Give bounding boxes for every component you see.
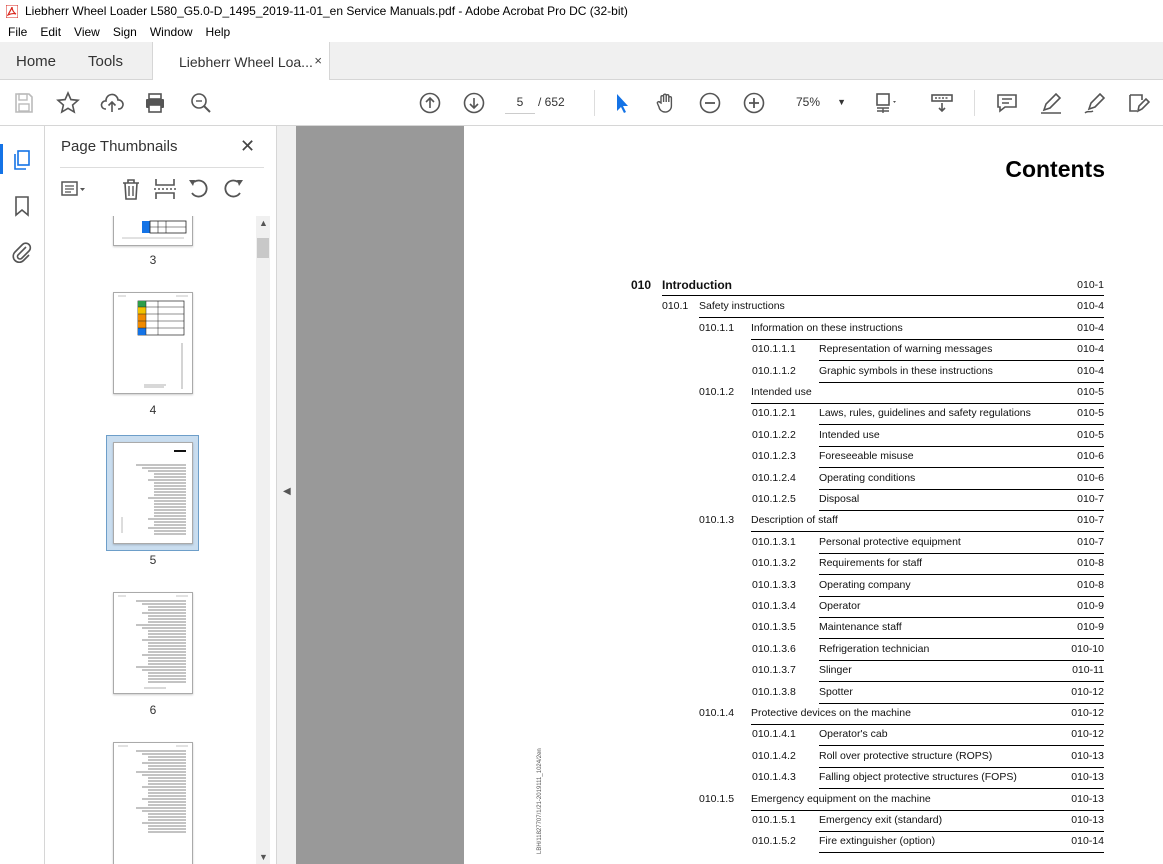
toc-number: 010.1.3.6 bbox=[752, 642, 796, 655]
toc-row[interactable] bbox=[464, 276, 1104, 297]
tab-close-icon[interactable]: × bbox=[314, 53, 322, 68]
toc-page-number: 010-5 bbox=[1077, 386, 1104, 398]
cloud-upload-icon[interactable] bbox=[100, 91, 124, 115]
toc-row[interactable] bbox=[464, 426, 1104, 447]
page-number-input[interactable]: 5 bbox=[505, 90, 535, 114]
fill-sign-icon[interactable] bbox=[1126, 91, 1150, 115]
toc-title: Operating company bbox=[819, 579, 1104, 597]
toc-row[interactable] bbox=[464, 576, 1104, 597]
toc-title: Falling object protective structures (FOPS) bbox=[819, 771, 1104, 789]
zoom-level-value: 75% bbox=[796, 95, 821, 109]
tab-home[interactable]: Home bbox=[16, 52, 57, 70]
toc-page-number: 010-13 bbox=[1071, 792, 1104, 805]
toc-row[interactable] bbox=[464, 490, 1104, 511]
menu-window[interactable]: Window bbox=[149, 25, 193, 39]
toc-number: 010.1.2.5 bbox=[752, 493, 796, 505]
toc-title: Description of staff bbox=[751, 514, 1104, 532]
toc-title: Maintenance staff bbox=[819, 621, 1104, 639]
toc-page-number: 010-12 bbox=[1071, 728, 1104, 741]
thumbnails-panel bbox=[46, 126, 276, 864]
toc-row[interactable] bbox=[464, 640, 1104, 661]
toc-page-number: 010-12 bbox=[1071, 707, 1104, 719]
toc-page-number: 010-5 bbox=[1077, 428, 1104, 441]
toc-title: Slinger bbox=[819, 664, 1104, 682]
insert-pages-icon[interactable] bbox=[152, 176, 178, 202]
toolbar-separator bbox=[974, 90, 975, 116]
main-toolbar bbox=[0, 80, 1163, 126]
toc-page-number: 010-7 bbox=[1077, 493, 1104, 505]
window-title: Liebherr Wheel Loader L580_G5.0-D_1495_2019-11-01_en Service Manuals.pdf - Adobe Acrobat Pro DC (32-bit) bbox=[25, 4, 628, 18]
toc-number: 010.1.3 bbox=[699, 514, 735, 527]
comment-icon[interactable] bbox=[995, 91, 1019, 115]
toc-title: Intended use bbox=[751, 386, 1104, 404]
toc-page-number: 010-4 bbox=[1077, 300, 1104, 313]
thumbnail-page-7[interactable] bbox=[113, 742, 193, 864]
toc-number: 010.1.5 bbox=[699, 792, 735, 805]
toc-row[interactable] bbox=[464, 469, 1104, 490]
tab-document[interactable] bbox=[152, 42, 330, 81]
toc-number: 010.1.4.3 bbox=[752, 771, 796, 784]
tab-bar bbox=[0, 42, 1163, 80]
scroll-mode-icon[interactable] bbox=[930, 91, 954, 115]
menu-bar bbox=[0, 22, 1163, 42]
tab-tools[interactable]: Tools bbox=[88, 52, 124, 70]
toc-number: 010.1.1.2 bbox=[752, 364, 796, 377]
toc-page-number: 010-14 bbox=[1071, 835, 1104, 848]
toc-page-number: 010-11 bbox=[1072, 664, 1104, 677]
toc-row[interactable] bbox=[464, 768, 1104, 789]
toc-page-number: 010-6 bbox=[1077, 450, 1104, 463]
toc-row[interactable] bbox=[464, 554, 1104, 575]
thumbnail-preview-icon bbox=[114, 293, 192, 393]
toc-page-number: 010-13 bbox=[1071, 771, 1104, 784]
toc-number: 010.1.5.2 bbox=[752, 835, 796, 848]
toc-number: 010.1.2 bbox=[699, 386, 735, 398]
toc-title: Intended use bbox=[819, 429, 1104, 447]
toc-row[interactable] bbox=[464, 661, 1104, 682]
toc-page-number: 010-12 bbox=[1071, 685, 1104, 698]
toc-title: Laws, rules, guidelines and safety regulations bbox=[819, 407, 1104, 425]
toc-row[interactable] bbox=[464, 704, 1104, 725]
toc-number: 010.1.2.1 bbox=[752, 407, 796, 420]
tab-document-label: Liebherr Wheel Loa... bbox=[179, 53, 313, 70]
attachments-icon[interactable] bbox=[10, 240, 34, 264]
toc-title: Disposal bbox=[819, 493, 1104, 511]
thumbnail-list bbox=[60, 216, 256, 864]
delete-pages-icon[interactable] bbox=[118, 176, 144, 202]
scroll-up-icon[interactable]: ▲ bbox=[259, 218, 268, 228]
next-page-icon[interactable] bbox=[462, 91, 486, 115]
rotate-ccw-icon[interactable] bbox=[186, 176, 212, 202]
toolbar-separator bbox=[594, 90, 595, 116]
fit-page-icon[interactable] bbox=[874, 91, 898, 115]
toc-title: Refrigeration technician bbox=[819, 643, 1104, 661]
zoom-level-select[interactable] bbox=[786, 90, 850, 114]
toc-title: Roll over protective structure (ROPS) bbox=[819, 750, 1104, 768]
toc-title: Emergency equipment on the machine bbox=[751, 793, 1104, 811]
toc-number: 010.1.1 bbox=[699, 321, 735, 334]
rotate-cw-icon[interactable] bbox=[220, 176, 246, 202]
pdf-page bbox=[464, 126, 1163, 864]
toc-title: Graphic symbols in these instructions bbox=[819, 365, 1104, 383]
collapse-panel-icon[interactable]: ◀ bbox=[283, 486, 291, 497]
scroll-down-icon[interactable]: ▼ bbox=[259, 852, 268, 862]
toc-row[interactable] bbox=[464, 383, 1104, 404]
toc-page-number: 010-13 bbox=[1071, 814, 1104, 826]
thumbnail-page-5[interactable] bbox=[113, 442, 193, 544]
thumbnail-label: 5 bbox=[149, 553, 157, 567]
toc-row[interactable] bbox=[464, 725, 1104, 746]
thumbnail-preview-icon bbox=[114, 743, 192, 864]
toc-number: 010.1.4.2 bbox=[752, 749, 796, 762]
chevron-down-icon: ▼ bbox=[837, 97, 846, 107]
acrobat-logo-icon bbox=[6, 5, 18, 18]
panel-close-icon[interactable]: ✕ bbox=[240, 136, 256, 156]
draw-sign-icon[interactable] bbox=[1083, 91, 1107, 115]
toc-title: Emergency exit (standard) bbox=[819, 814, 1104, 832]
side-document-code: LBH/11827707/1/21-2019111_1024/2en bbox=[537, 748, 543, 854]
toc-row[interactable] bbox=[464, 404, 1104, 425]
thumbnail-page-4[interactable] bbox=[113, 292, 193, 394]
toc-number: 010.1.3.8 bbox=[752, 685, 796, 698]
thumbnail-label: 4 bbox=[149, 403, 157, 417]
navigation-rail bbox=[0, 126, 45, 864]
toc-row[interactable] bbox=[464, 362, 1104, 383]
bookmarks-icon[interactable] bbox=[10, 194, 34, 218]
toc-number: 010.1.3.4 bbox=[752, 600, 796, 612]
toc-row[interactable] bbox=[464, 319, 1104, 340]
toc-title: Introduction bbox=[662, 278, 1104, 296]
toc-number: 010.1.3.7 bbox=[752, 664, 796, 677]
toc-title: Safety instructions bbox=[699, 300, 1104, 318]
toc-title: Representation of warning messages bbox=[819, 343, 1104, 361]
toc-number: 010.1.3.2 bbox=[752, 557, 796, 570]
toc-number: 010.1.2.3 bbox=[752, 450, 796, 463]
zoom-search-icon[interactable] bbox=[189, 91, 213, 115]
toc-page-number: 010-8 bbox=[1077, 557, 1104, 570]
highlight-pen-icon[interactable] bbox=[1039, 91, 1063, 115]
thumbnail-page-3[interactable] bbox=[113, 216, 193, 246]
toc-page-number: 010-9 bbox=[1077, 621, 1104, 634]
thumbnail-preview-icon bbox=[114, 593, 192, 693]
previous-page-icon[interactable] bbox=[418, 91, 442, 115]
toc-row[interactable] bbox=[464, 832, 1104, 853]
toc-number: 010.1 bbox=[662, 300, 689, 313]
thumbnail-page-6[interactable] bbox=[113, 592, 193, 694]
save-icon[interactable] bbox=[12, 91, 36, 115]
document-viewer[interactable] bbox=[296, 126, 1163, 864]
toc-page-number: 010-7 bbox=[1077, 514, 1104, 527]
toc-page-number: 010-7 bbox=[1077, 535, 1104, 548]
toc-page-number: 010-9 bbox=[1077, 600, 1104, 612]
toc-title: Fire extinguisher (option) bbox=[819, 835, 1104, 853]
toc-row[interactable] bbox=[464, 811, 1104, 832]
toc-row[interactable] bbox=[464, 597, 1104, 618]
toc-title: Personal protective equipment bbox=[819, 536, 1104, 554]
panel-splitter[interactable] bbox=[276, 126, 296, 864]
toc-number: 010.1.5.1 bbox=[752, 814, 796, 826]
toc-number: 010.1.4.1 bbox=[752, 728, 796, 741]
menu-sign[interactable]: Sign bbox=[112, 25, 137, 39]
toc-title: Operator's cab bbox=[819, 728, 1104, 746]
toc-number: 010.1.3.5 bbox=[752, 621, 796, 634]
panel-divider bbox=[60, 167, 264, 168]
zoom-out-icon[interactable] bbox=[698, 91, 722, 115]
thumbnail-preview-icon bbox=[114, 216, 192, 245]
toc-row[interactable] bbox=[464, 447, 1104, 468]
menu-edit[interactable]: Edit bbox=[40, 25, 62, 39]
toc-page-number: 010-4 bbox=[1077, 343, 1104, 356]
thumbnail-scrollbar[interactable] bbox=[256, 216, 270, 864]
toc-title: Requirements for staff bbox=[819, 557, 1104, 575]
window-titlebar bbox=[0, 0, 1163, 22]
toc-title: Foreseeable misuse bbox=[819, 450, 1104, 468]
toc-page-number: 010-4 bbox=[1077, 364, 1104, 377]
toc-title: Spotter bbox=[819, 686, 1104, 704]
toc-row[interactable] bbox=[464, 533, 1104, 554]
menu-file[interactable]: File bbox=[8, 25, 28, 39]
hand-tool-icon[interactable] bbox=[654, 91, 678, 115]
thumbnail-label: 6 bbox=[149, 703, 157, 717]
toc-number: 010.1.1.1 bbox=[752, 343, 796, 356]
toc-page-number: 010-5 bbox=[1077, 407, 1104, 420]
toc-row[interactable] bbox=[464, 618, 1104, 639]
toc-page-number: 010-8 bbox=[1077, 578, 1104, 591]
menu-view[interactable]: View bbox=[74, 25, 100, 39]
toc-page-number: 010-13 bbox=[1071, 749, 1104, 762]
page-total-label: / 652 bbox=[538, 95, 565, 109]
toc-row[interactable] bbox=[464, 790, 1104, 811]
toc-row[interactable] bbox=[464, 683, 1104, 704]
print-icon[interactable] bbox=[143, 91, 167, 115]
menu-help[interactable]: Help bbox=[205, 25, 231, 39]
toc-number: 010.1.2.4 bbox=[752, 471, 796, 484]
toc-page-number: 010-1 bbox=[1077, 279, 1104, 291]
toc-title: Operator bbox=[819, 600, 1104, 618]
thumbnail-label: 3 bbox=[149, 253, 157, 267]
page-thumbnails-icon[interactable] bbox=[10, 148, 34, 172]
toc-title: Information on these instructions bbox=[751, 322, 1104, 340]
toc-number: 010.1.2.2 bbox=[752, 428, 796, 441]
select-cursor-icon[interactable] bbox=[610, 91, 634, 115]
panel-title: Page Thumbnails bbox=[61, 138, 178, 155]
toc-page-number: 010-6 bbox=[1077, 471, 1104, 484]
toc-title: Protective devices on the machine bbox=[751, 707, 1104, 725]
toc-page-number: 010-4 bbox=[1077, 321, 1104, 334]
zoom-in-icon[interactable] bbox=[742, 91, 766, 115]
toc-row[interactable] bbox=[464, 340, 1104, 361]
toc-title: Operating conditions bbox=[819, 472, 1104, 490]
page-heading: Contents bbox=[1005, 156, 1105, 182]
thumbnail-options-icon[interactable] bbox=[60, 176, 86, 202]
toc-row[interactable] bbox=[464, 511, 1104, 532]
scrollbar-thumb[interactable] bbox=[257, 238, 269, 258]
star-bookmark-icon[interactable] bbox=[56, 91, 80, 115]
toc-row[interactable] bbox=[464, 297, 1104, 318]
thumbnail-preview-icon bbox=[114, 443, 192, 543]
toc-page-number: 010-10 bbox=[1071, 642, 1104, 655]
toc-number: 010 bbox=[631, 278, 652, 292]
toc-number: 010.1.3.3 bbox=[752, 578, 796, 591]
rail-active-indicator bbox=[0, 144, 3, 174]
toc-row[interactable] bbox=[464, 747, 1104, 768]
toc-number: 010.1.4 bbox=[699, 707, 735, 719]
toc-number: 010.1.3.1 bbox=[752, 535, 796, 548]
